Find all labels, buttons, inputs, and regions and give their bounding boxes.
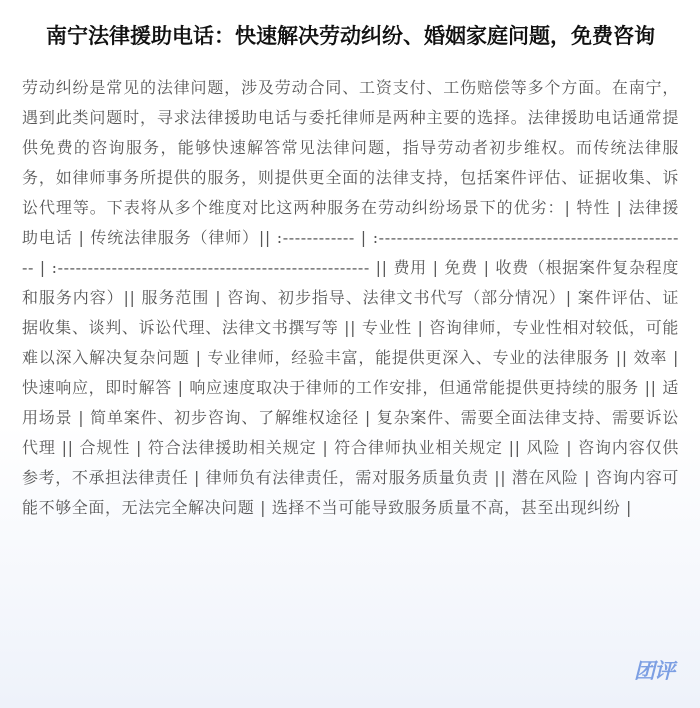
article-body: 劳动纠纷是常见的法律问题，涉及劳动合同、工资支付、工伤赔偿等多个方面。在南宁，遇到此类问题时，寻求法律援助电话与委托律师是两种主要的选择。法律援助电话通常提供免费的咨询服务，能够快速解答常见法律问题，指导劳动者初步维权。而传统法律服务，如律师事务所提供的服务，则提供更全面的法律支持，包括案件评估、证据收集、诉讼代理等。下表将从多个维度对比这两种服务在劳动纠纷场景下的优劣：| 特性 | 法律援助电话 | 传统法律服务（律师）|| :------------ | :---------------------------------------------------- | :---------------------------------------------------- || 费用 | 免费 | 收费（根据案件复杂程度和服务内容）|| 服务范围 | 咨询、初步指导、法律文书代写（部分情况）| 案件评估、证据收集、谈判、诉讼代理、法律文书撰写等 || 专业性 | 咨询律师，专业性相对较低，可能难以深入解决复杂问题 | 专业律师，经验丰富，能提供更深入、专业的法律服务 || 效率 | 快速响应，即时解答 | 响应速度取决于律师的工作安排，但通常能提供更持续的服务 || 适用场景 | 简单案件、初步咨询、了解维权途径 | 复杂案件、需要全面法律支持、需要诉讼代理 || 合规性 | 符合法律援助相关规定 | 符合律师执业相关规定 || 风险 | 咨询内容仅供参考，不承担法律责任 | 律师负有法律责任，需对服务质量负责 || 潜在风险 | 咨询内容可能不够全面，无法完全解决问题 | 选择不当可能导致服务质量不高，甚至出现纠纷 | (22, 78, 679, 517)
article-title: 南宁法律援助电话：快速解决劳动纠纷、婚姻家庭问题，免费咨询 (46, 23, 655, 48)
watermark-logo: 团评 (634, 659, 674, 683)
